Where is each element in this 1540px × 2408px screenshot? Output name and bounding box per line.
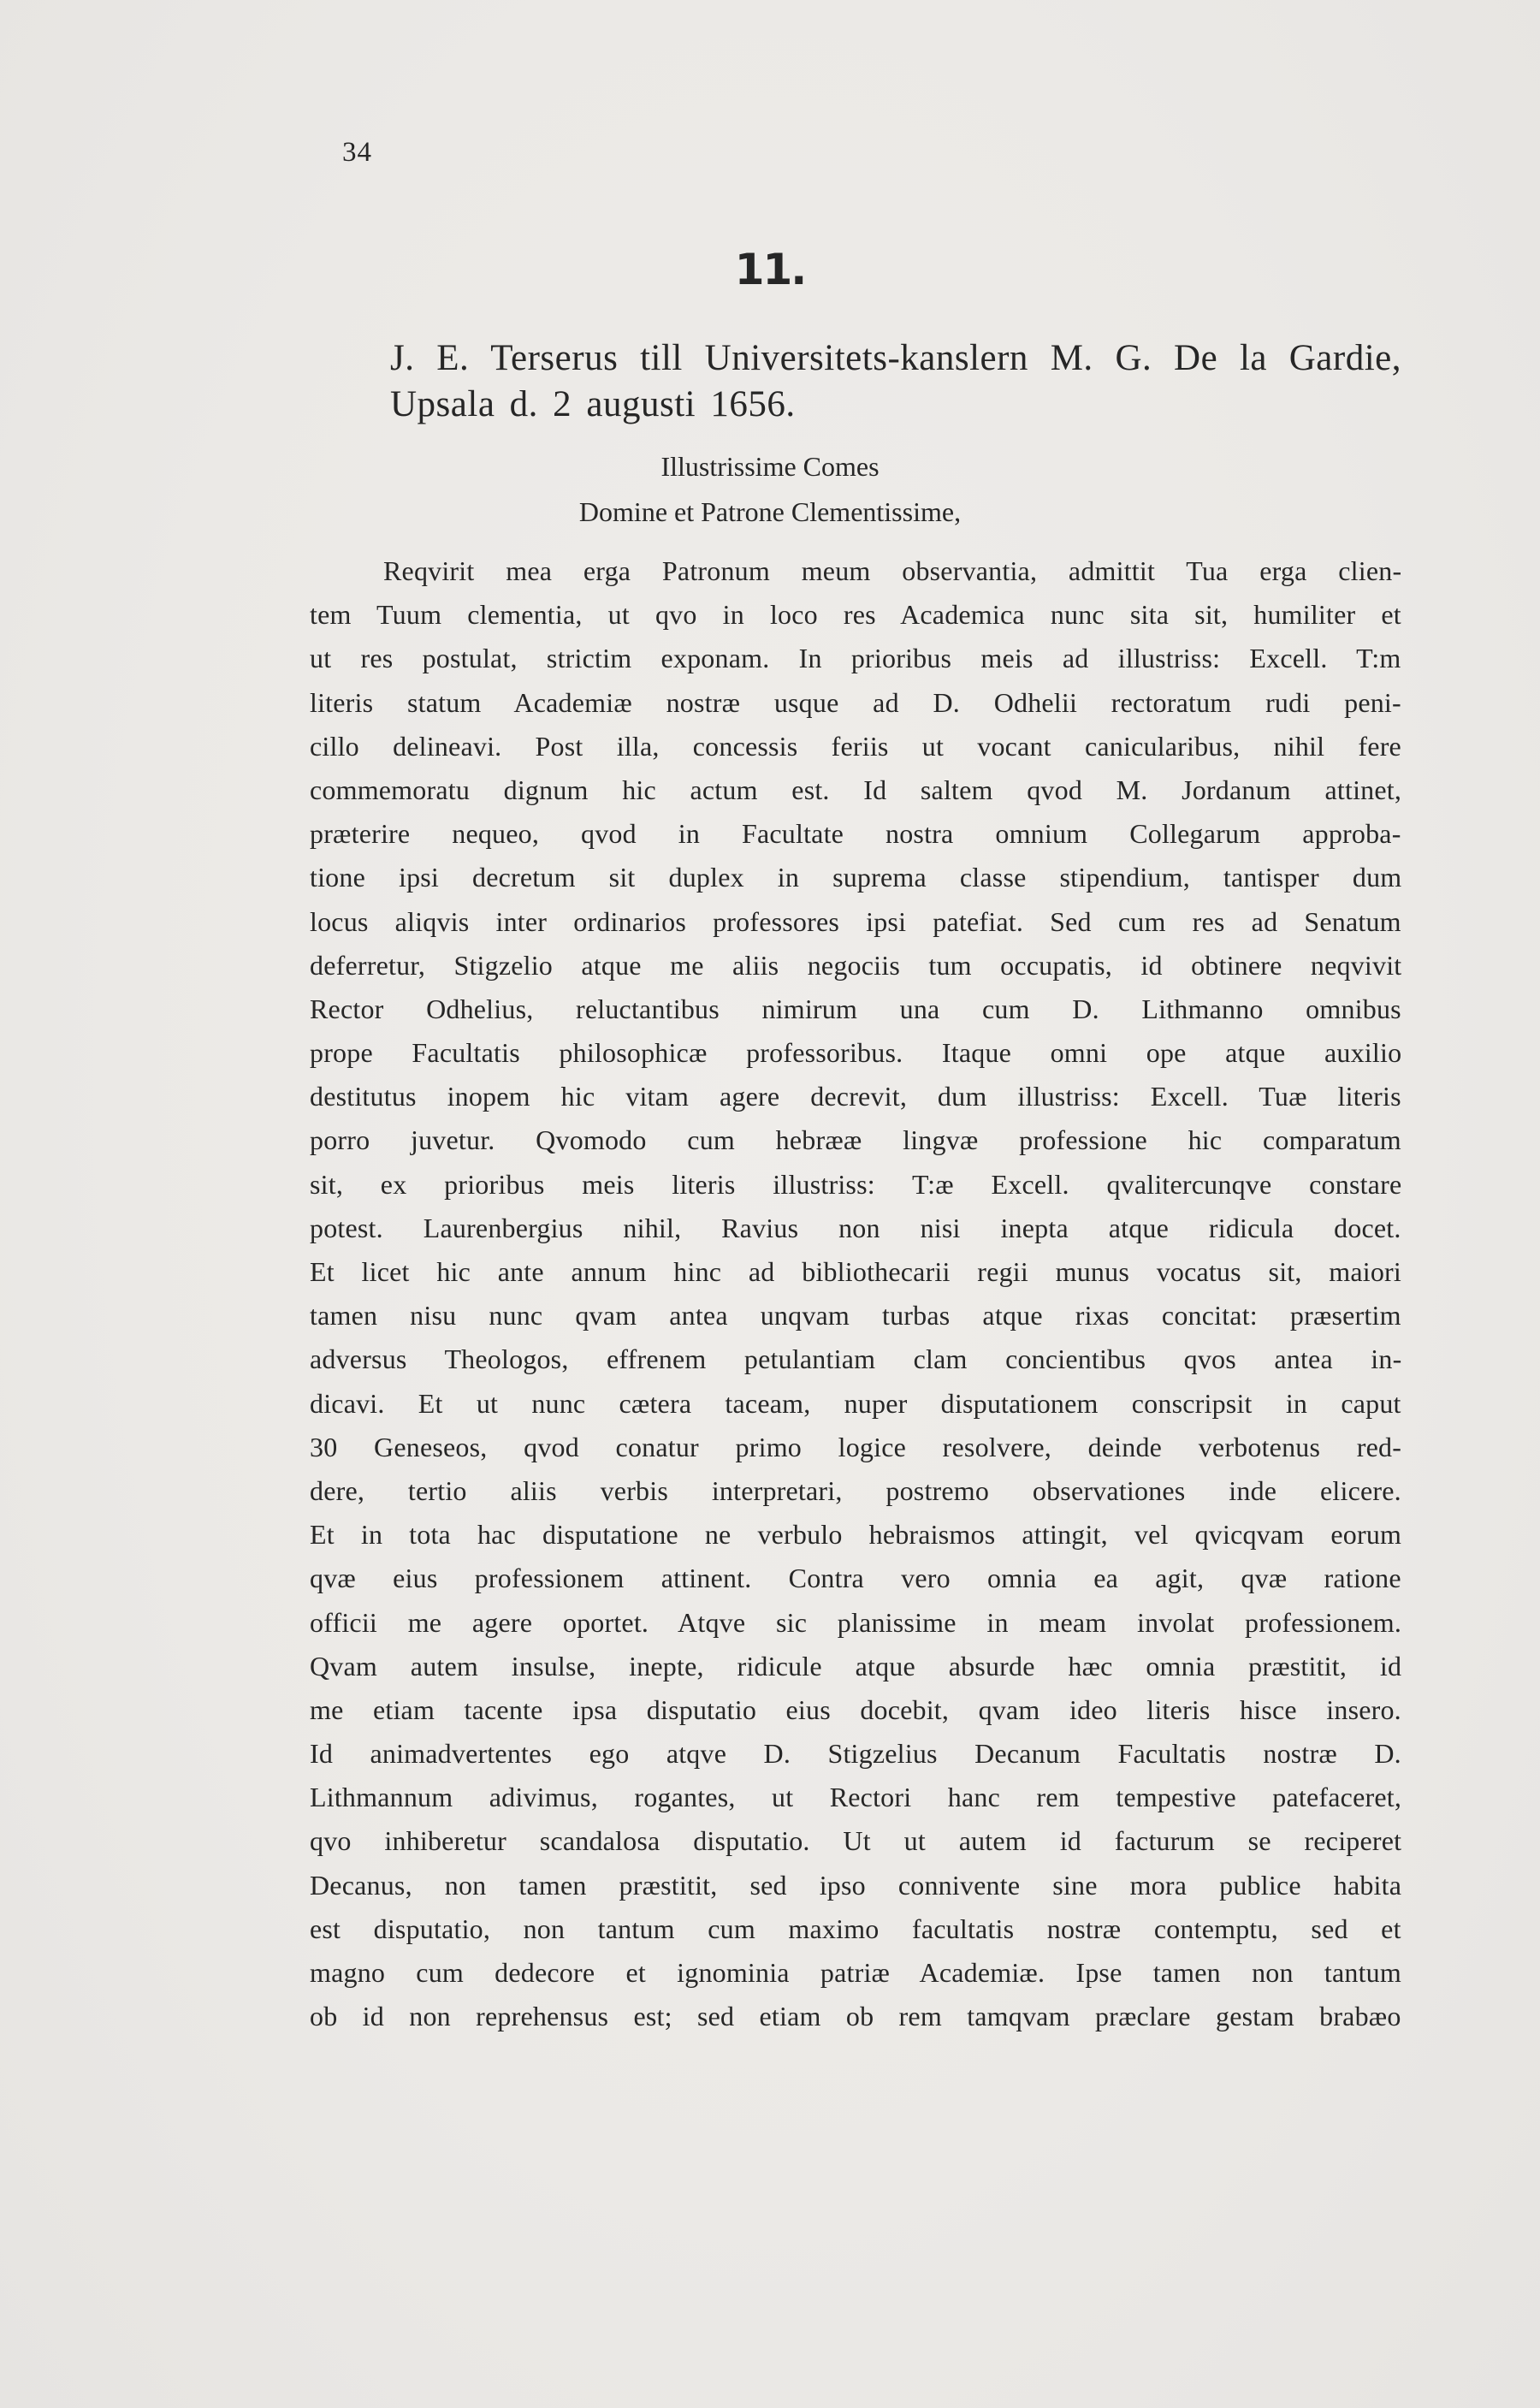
- body-line: locus aliqvis inter ordinarios professores ipsi patefiat. Sed cum res ad Senatum: [310, 905, 1401, 937]
- body-line: Id animadvertentes ego atqve D. Stigzelius Decanum Facultatis nostræ D.: [310, 1738, 1401, 1770]
- letter-heading: J. E. Terserus till Universitets-kanslern M. G. De la Gardie, Upsala d. 2 augusti 1656.: [390, 338, 1401, 424]
- letter-body: [310, 549, 1401, 2038]
- page-number: 34: [342, 137, 372, 168]
- body-line: potest. Laurenbergius nihil, Ravius non nisi inepta atque ridicula docet.: [310, 1212, 1401, 1243]
- body-line: tione ipsi decretum sit duplex in suprema classe stipendium, tantisper dum: [310, 862, 1402, 893]
- body-line: destitutus inopem hic vitam agere decrevit, dum illustriss: Excell. Tuæ literis: [310, 1081, 1401, 1112]
- body-line: Qvam autem insulse, inepte, ridicule atque absurde hæc omnia præstitit, id: [310, 1650, 1402, 1681]
- document-number: 11.: [734, 245, 806, 294]
- body-line: cillo delineavi. Post illa, concessis feriis ut vocant canicularibus, nihil fere: [310, 730, 1401, 762]
- body-line: est disputatio, non tantum cum maximo facultatis nostræ contemptu, sed et: [310, 1913, 1401, 1944]
- body-line: prope Facultatis philosophicæ professoribus. Itaque omni ope atque auxilio: [310, 1037, 1402, 1069]
- body-line: me etiam tacente ipsa disputatio eius docebit, qvam ideo literis hisce insero.: [310, 1693, 1401, 1725]
- body-line: Et in tota hac disputatione ne verbulo hebraismos attingit, vel qvicqvam eorum: [310, 1519, 1402, 1551]
- body-line: literis statum Academiæ nostræ usque ad D. Odhelii rectoratum rudi peni-: [310, 686, 1401, 718]
- body-line: dicavi. Et ut nunc cætera taceam, nuper disputationem conscripsit in caput: [310, 1387, 1401, 1419]
- body-line: Lithmannum adivimus, rogantes, ut Rectori hanc rem tempestive patefaceret,: [310, 1782, 1402, 1813]
- body-line: ob id non reprehensus est; sed etiam ob rem tamqvam præclare gestam brabæo: [310, 2001, 1401, 2032]
- body-line: magno cum dedecore et ignominia patriæ Academiæ. Ipse tamen non tantum: [310, 1957, 1401, 1988]
- body-line: qvæ eius professionem attinent. Contra vero omnia ea agit, qvæ ratione: [310, 1563, 1401, 1594]
- body-line: Reqvirit mea erga Patronum meum observantia, admittit Tua erga clien-: [383, 555, 1402, 586]
- body-line: officii me agere oportet. Atqve sic planissime in meam involat professionem.: [310, 1606, 1402, 1638]
- body-line: sit, ex prioribus meis literis illustriss: T:æ Excell. qvalitercunqve constare: [310, 1168, 1402, 1200]
- body-line: Et licet hic ante annum hinc ad bibliothecarii regii munus vocatus sit, maiori: [310, 1256, 1402, 1287]
- body-line: Rector Odhelius, reluctantibus nimirum una cum D. Lithmanno omnibus: [310, 993, 1401, 1024]
- body-line: porro juvetur. Qvomodo cum hebrææ lingvæ professione hic comparatum: [310, 1124, 1401, 1156]
- body-line: tem Tuum clementia, ut qvo in loco res Academica nunc sita sit, humiliter et: [310, 599, 1401, 631]
- body-line: præterire nequeo, qvod in Facultate nostra omnium Collegarum approba-: [310, 818, 1401, 850]
- salutation-line-2: Domine et Patrone Clementissime,: [578, 496, 962, 527]
- body-line: commemoratu dignum hic actum est. Id saltem qvod M. Jordanum attinet,: [310, 774, 1402, 805]
- body-line: qvo inhiberetur scandalosa disputatio. Ut ut autem id facturum se reciperet: [310, 1825, 1402, 1857]
- body-line: 30 Geneseos, qvod conatur primo logice resolvere, deinde verbotenus red-: [310, 1431, 1402, 1462]
- body-line: ut res postulat, strictim exponam. In prioribus meis ad illustriss: Excell. T:m: [310, 643, 1401, 674]
- salutation-line-1: Illustrissime Comes: [660, 451, 880, 482]
- body-line: deferretur, Stigzelio atque me aliis negociis tum occupatis, id obtinere neqvivit: [310, 949, 1402, 981]
- body-line: Decanus, non tamen præstitit, sed ipso connivente sine mora publice habita: [310, 1869, 1402, 1901]
- body-line: adversus Theologos, effrenem petulantiam clam concientibus qvos antea in-: [310, 1343, 1402, 1375]
- body-line: tamen nisu nunc qvam antea unqvam turbas atque rixas concitat: præsertim: [310, 1300, 1401, 1332]
- body-line: dere, tertio aliis verbis interpretari, postremo observationes inde elicere.: [310, 1474, 1401, 1506]
